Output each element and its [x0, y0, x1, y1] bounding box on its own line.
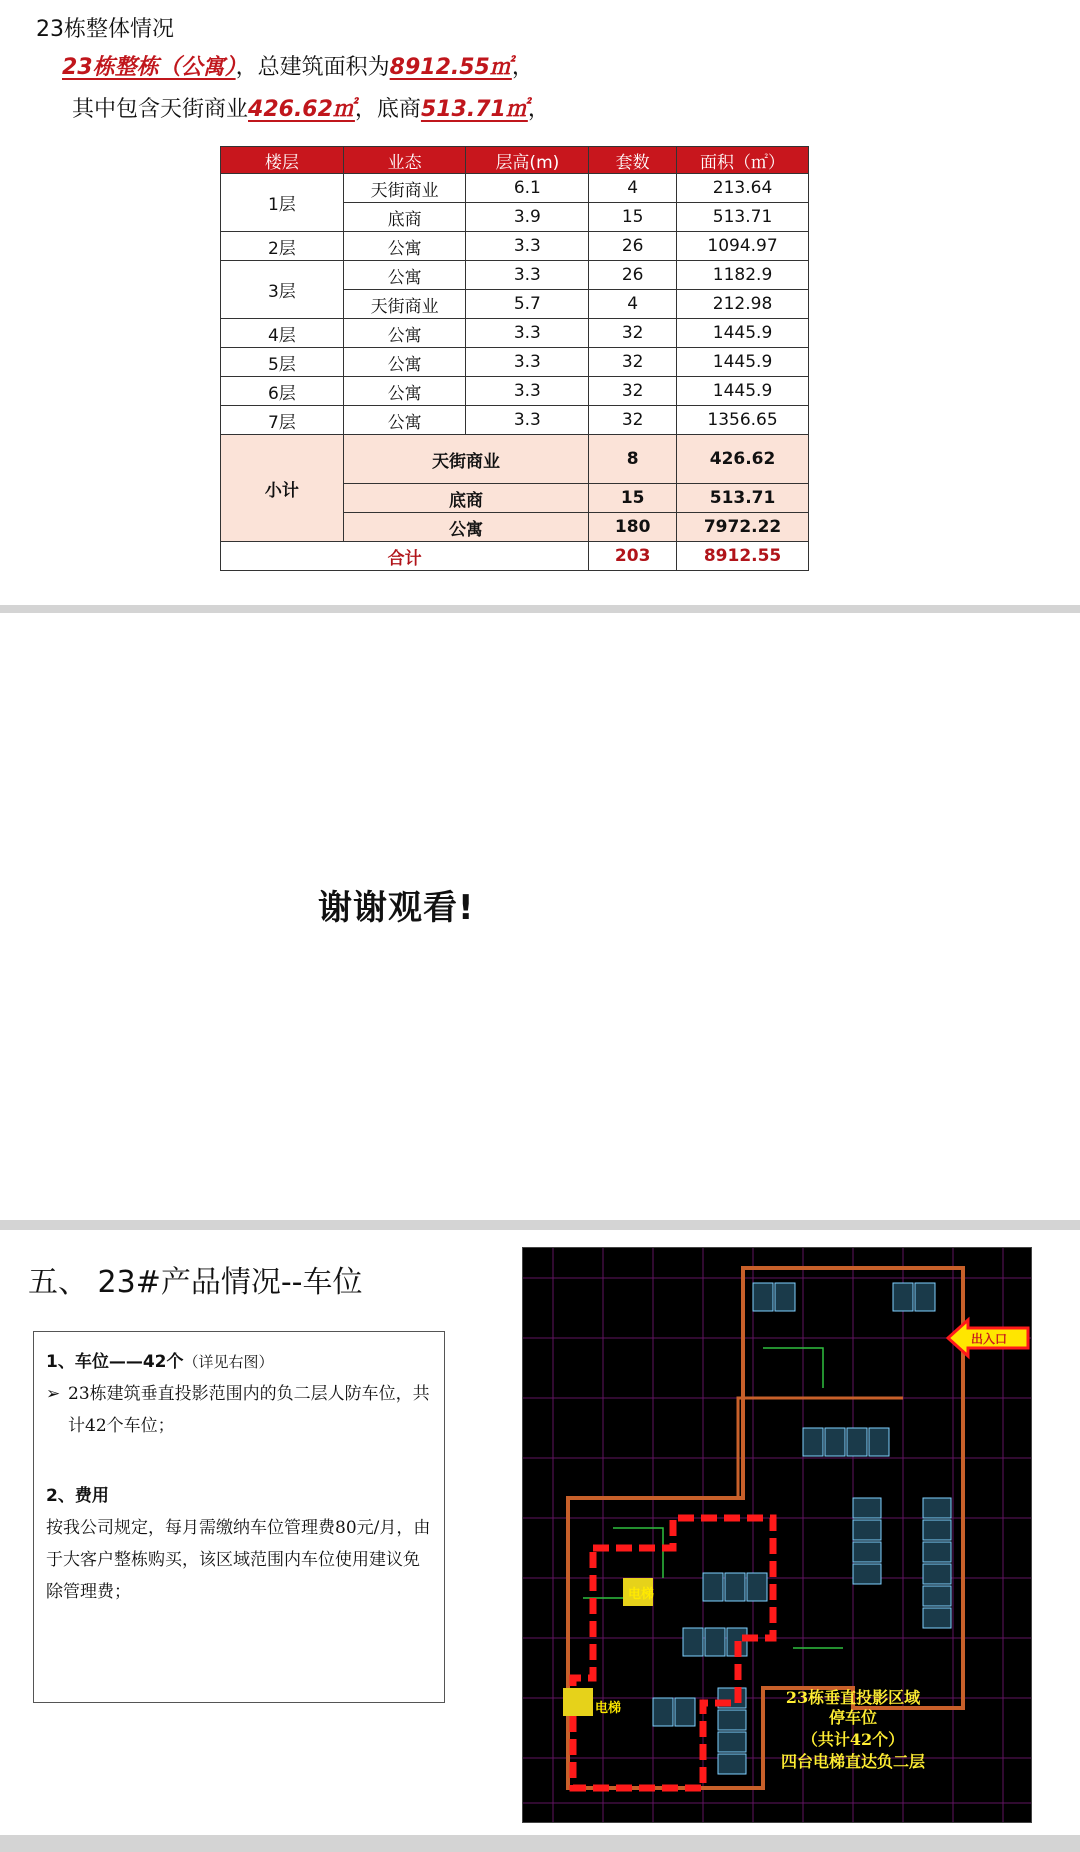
table-header: 业态 — [343, 147, 466, 174]
section-parking — [46, 1346, 432, 1378]
table-header: 层高(m) — [466, 147, 589, 174]
area-cell: 1182.9 — [677, 261, 809, 290]
subtotal-type: 公寓 — [343, 513, 589, 542]
table-row — [221, 174, 809, 203]
thanks-text: 谢谢观看! — [318, 888, 475, 928]
table-row — [221, 348, 809, 377]
table-header-row — [221, 147, 809, 174]
shop-area-value: 513.71㎡ — [420, 97, 528, 122]
table-row — [221, 261, 809, 290]
slide-title: 23栋整体情况 — [36, 17, 174, 42]
height-cell: 3.3 — [466, 406, 589, 435]
height-cell: 3.3 — [466, 377, 589, 406]
floor-cell: 4层 — [221, 319, 344, 348]
table-header: 面积（㎡） — [677, 147, 809, 174]
slide-divider — [0, 605, 1080, 613]
total-label: 合计 — [221, 542, 589, 571]
table-row — [221, 319, 809, 348]
slide-divider — [0, 1835, 1080, 1852]
floor-area-table — [220, 146, 809, 571]
floor-cell: 1层 — [221, 174, 344, 232]
subtotal-units: 15 — [589, 484, 677, 513]
total-area-text: ，总建筑面积为 — [235, 55, 390, 80]
entrance-label: 出入口 — [971, 1332, 1008, 1346]
elevator-label: 电梯 — [595, 1701, 622, 1716]
floor-cell: 3层 — [221, 261, 344, 319]
area-cell: 1445.9 — [677, 348, 809, 377]
area-cell: 213.64 — [677, 174, 809, 203]
section-note: （详见右图） — [183, 1353, 274, 1371]
type-cell: 公寓 — [343, 406, 466, 435]
building-name: 23栋整栋（公寓） — [62, 55, 236, 80]
area-cell: 1356.65 — [677, 406, 809, 435]
commercial-area-value: 426.62㎡ — [248, 97, 355, 122]
table-header: 楼层 — [221, 147, 344, 174]
floor-cell: 7层 — [221, 406, 344, 435]
units-cell: 15 — [589, 203, 677, 232]
units-cell: 4 — [589, 174, 677, 203]
units-cell: 32 — [589, 348, 677, 377]
total-area-line — [62, 50, 534, 81]
type-cell: 公寓 — [343, 319, 466, 348]
subtotal-type: 天街商业 — [343, 435, 589, 484]
bullet-text: 23栋建筑垂直投影范围内的负二层人防车位，共计42个车位； — [68, 1384, 430, 1436]
total-area: 8912.55 — [677, 542, 809, 571]
height-cell: 3.3 — [466, 261, 589, 290]
area-cell: 1445.9 — [677, 377, 809, 406]
total-area-value: 8912.55㎡ — [389, 55, 512, 80]
subtotal-type: 底商 — [343, 484, 589, 513]
list-item — [46, 1378, 432, 1442]
height-cell: 3.3 — [466, 348, 589, 377]
type-cell: 天街商业 — [343, 174, 466, 203]
slide-title: 五、 23#产品情况--车位 — [28, 1265, 363, 1300]
floor-plan-drawing — [523, 1248, 1031, 1822]
subtotal-units: 8 — [589, 435, 677, 484]
height-cell: 3.9 — [466, 203, 589, 232]
table-row — [221, 377, 809, 406]
units-cell: 32 — [589, 406, 677, 435]
units-cell: 26 — [589, 232, 677, 261]
fee-text: 按我公司规定，每月需缴纳车位管理费80元/月，由于大客户整栋购买，该区域范围内车位使用建议免除管理费； — [46, 1518, 431, 1602]
units-cell: 32 — [589, 377, 677, 406]
line-end: ， — [527, 97, 550, 122]
arrow-bullet-icon: ➢ — [46, 1384, 61, 1404]
table-header: 套数 — [589, 147, 677, 174]
elevator-label: 电梯 — [628, 1587, 655, 1602]
subtotal-units: 180 — [589, 513, 677, 542]
type-cell: 公寓 — [343, 232, 466, 261]
total-row — [221, 542, 809, 571]
caption-line: 四台电梯直达负二层 — [780, 1752, 926, 1771]
type-cell: 公寓 — [343, 261, 466, 290]
table-row — [221, 232, 809, 261]
subtotal-label: 小计 — [221, 435, 344, 542]
table-row — [221, 406, 809, 435]
plan-caption — [781, 1688, 925, 1771]
caption-line: 23栋垂直投影区域 — [785, 1688, 921, 1707]
height-cell: 6.1 — [466, 174, 589, 203]
breakdown-prefix: 其中包含天街商业 — [72, 97, 249, 122]
parking-info-box — [33, 1331, 445, 1703]
section-heading: 2、费用 — [46, 1486, 109, 1506]
slide-building-summary — [0, 0, 1080, 605]
area-cell: 1445.9 — [677, 319, 809, 348]
caption-line: （共计42个） — [801, 1730, 905, 1749]
breakdown-line — [72, 92, 550, 123]
elevator-marker — [563, 1688, 593, 1716]
height-cell: 3.3 — [466, 232, 589, 261]
type-cell: 底商 — [343, 203, 466, 232]
total-units: 203 — [589, 542, 677, 571]
floor-cell: 6层 — [221, 377, 344, 406]
area-cell: 1094.97 — [677, 232, 809, 261]
slide-divider — [0, 1220, 1080, 1230]
type-cell: 公寓 — [343, 348, 466, 377]
units-cell: 26 — [589, 261, 677, 290]
parking-floor-plan — [522, 1247, 1032, 1823]
area-cell: 212.98 — [677, 290, 809, 319]
floor-cell: 5层 — [221, 348, 344, 377]
section-heading: 1、车位——42个 — [46, 1352, 184, 1372]
height-cell: 3.3 — [466, 319, 589, 348]
units-cell: 4 — [589, 290, 677, 319]
subtotal-area: 426.62 — [677, 435, 809, 484]
caption-line: 停车位 — [828, 1708, 878, 1727]
subtotal-area: 7972.22 — [677, 513, 809, 542]
subtotal-row — [221, 435, 809, 484]
slide-thanks — [0, 613, 1080, 1220]
breakdown-mid: ，底商 — [354, 97, 421, 122]
height-cell: 5.7 — [466, 290, 589, 319]
units-cell: 32 — [589, 319, 677, 348]
subtotal-area: 513.71 — [677, 484, 809, 513]
floor-cell: 2层 — [221, 232, 344, 261]
type-cell: 天街商业 — [343, 290, 466, 319]
line-end: ， — [511, 55, 534, 80]
spacer — [46, 1442, 432, 1480]
area-cell: 513.71 — [677, 203, 809, 232]
type-cell: 公寓 — [343, 377, 466, 406]
